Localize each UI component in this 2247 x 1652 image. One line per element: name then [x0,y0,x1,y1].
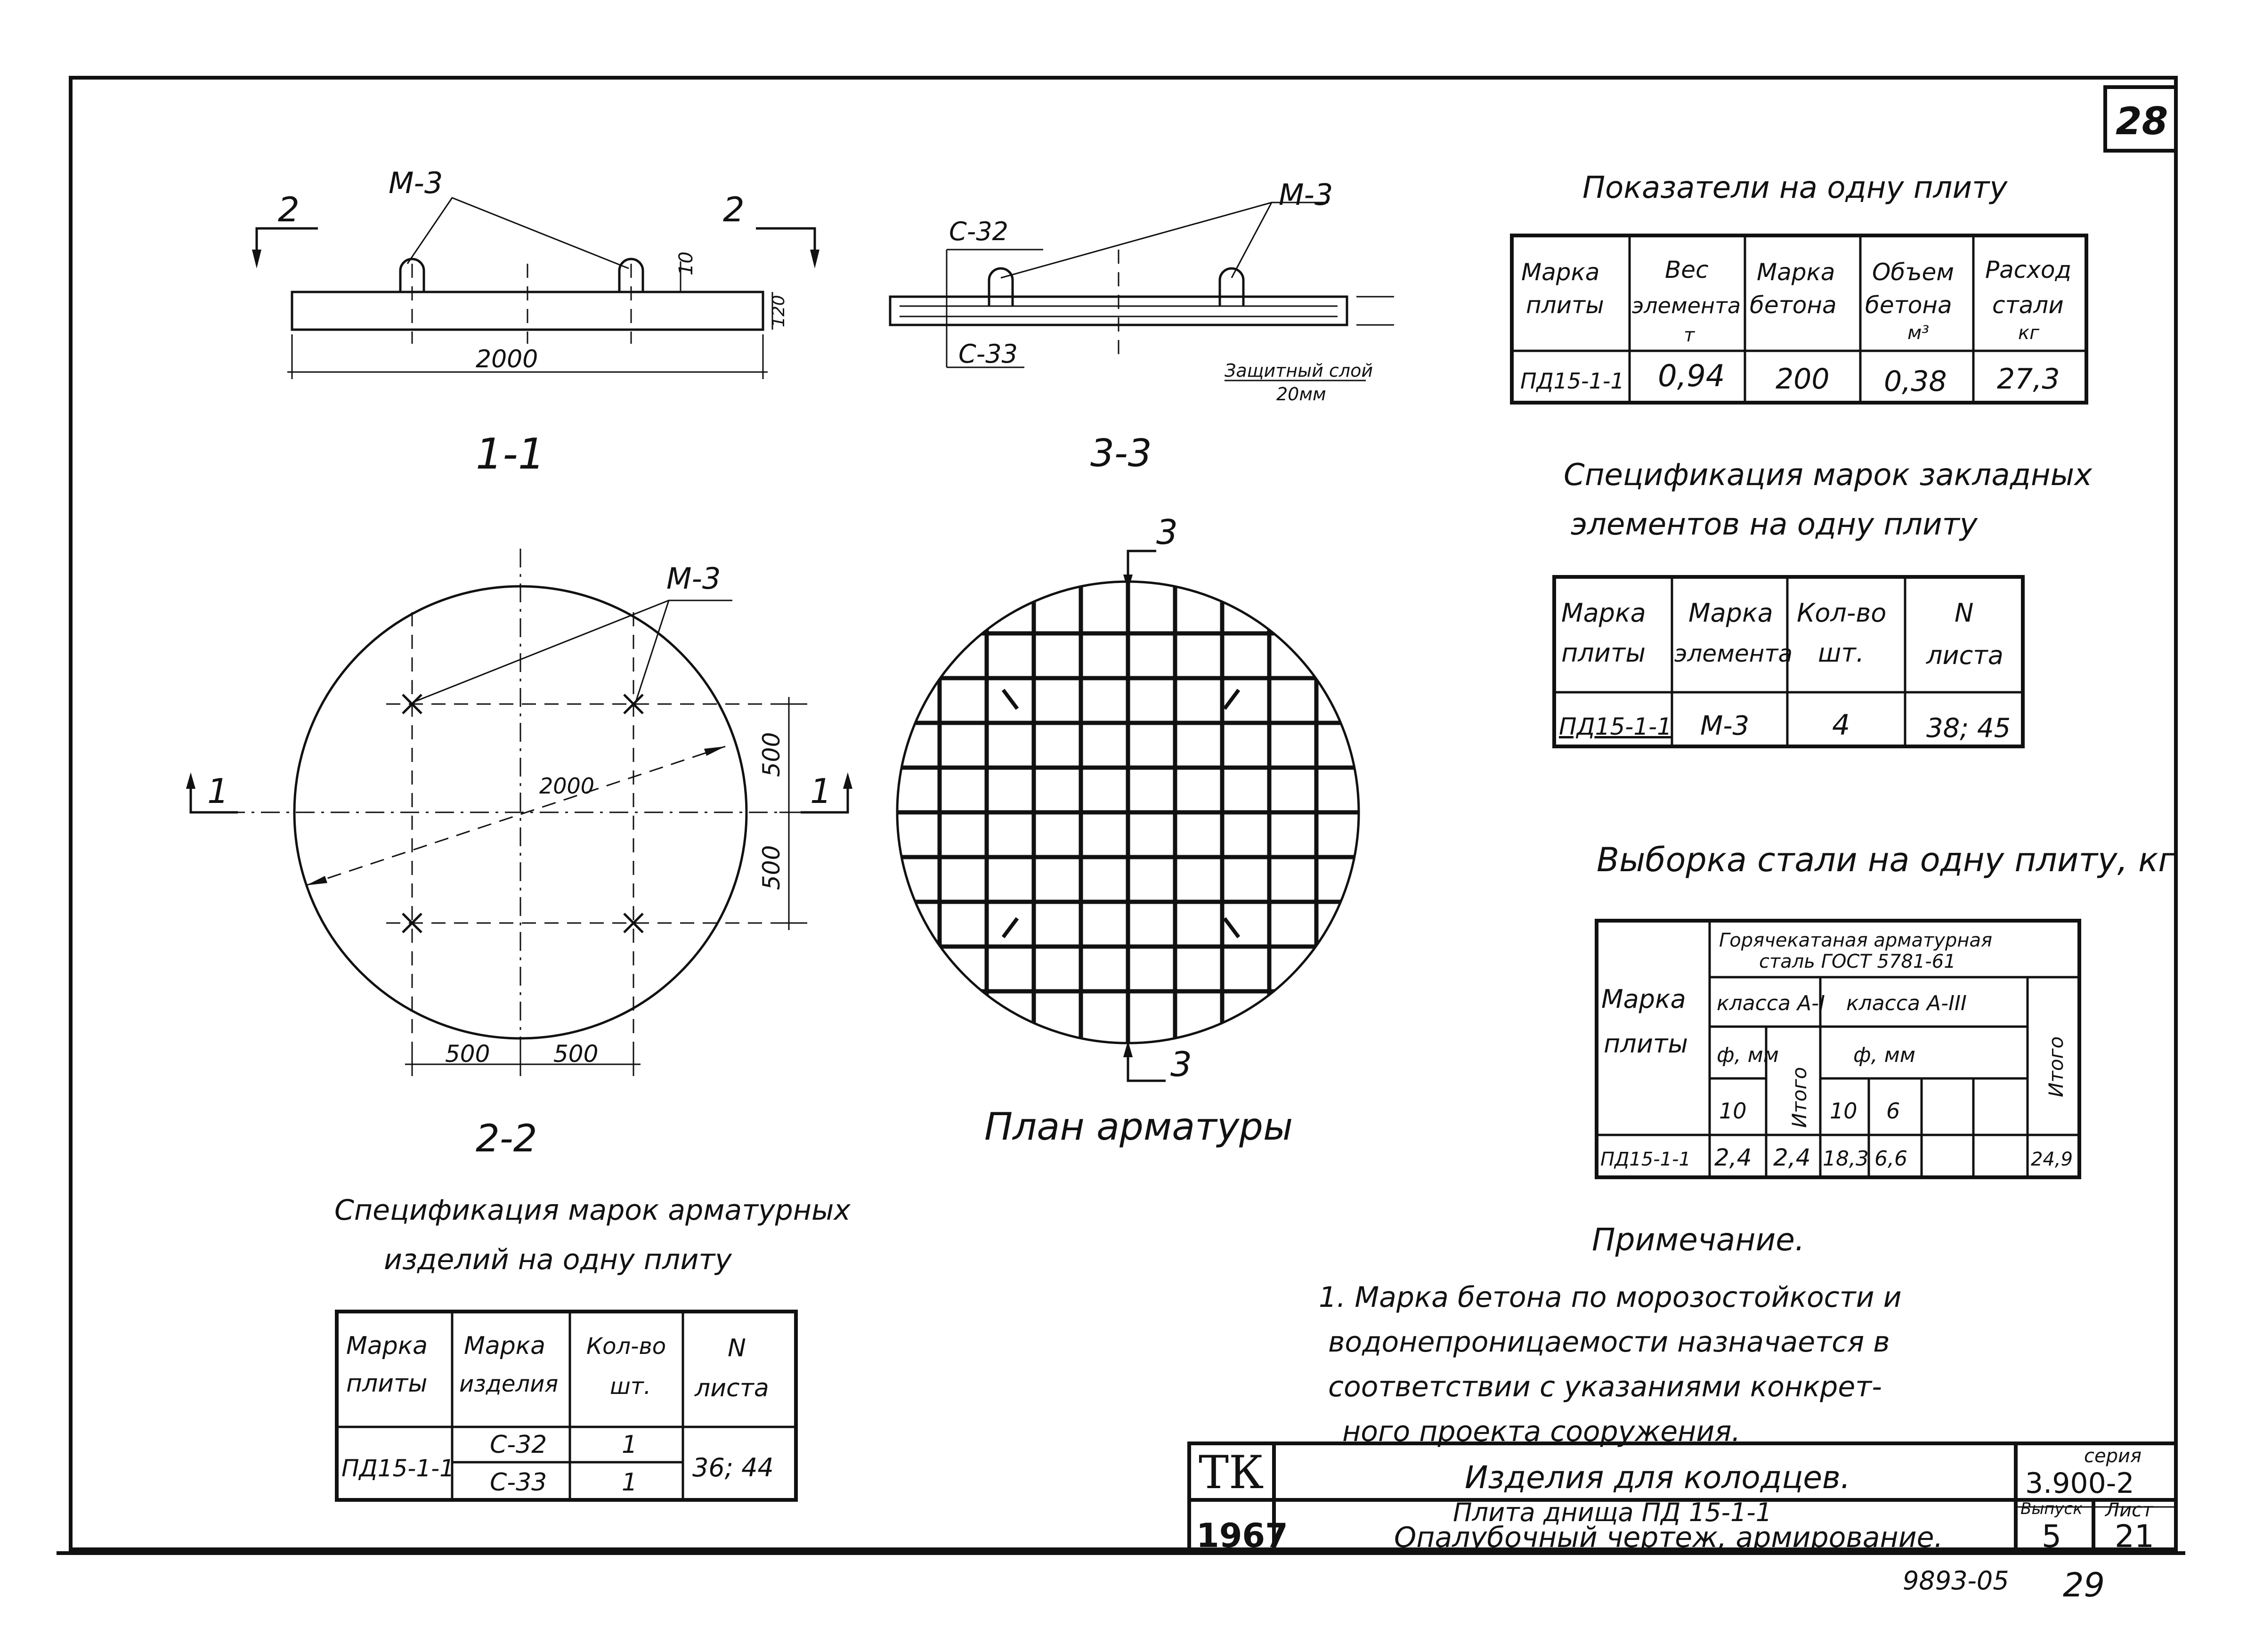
indicators-cell-volume: 0,38 [1884,365,1947,398]
rebar-spec-header-sheet-1: N [728,1334,746,1362]
indicators-header-marka-1: Марка [1521,259,1600,286]
plan-2-2-caption: 2-2 [476,1117,537,1160]
section-3-3-cover-note-1: Защитный слой [1225,360,1373,381]
rebar-spec-header-count-2: шт. [610,1373,651,1400]
steel-sample-cell-a3-6: 6,6 [1874,1147,1907,1171]
embedded-spec-header-marka-2: плиты [1561,638,1646,668]
rebar-spec-header-marka-1: Марка [346,1332,428,1360]
steel-sample-cell-a3-10: 18,3 [1823,1147,1869,1171]
steel-sample-cell-a1-total: 2,4 [1773,1144,1811,1171]
section-1-1-height-dim: 120 [769,295,788,327]
title-block-issue: 5 [2042,1518,2061,1555]
indicators-header-weight-3: т [1684,324,1695,346]
embedded-spec-cell-marka: ПД15-1-1 [1559,713,1672,740]
section-1-1-cut-mark-right: 2 [723,190,745,229]
plan-2-2-dim-h2: 500 [553,1040,599,1068]
title-block-series: 3.900-2 [2025,1467,2134,1500]
indicators-cell-marka: ПД15-1-1 [1520,368,1624,394]
steel-sample-phi-2: ф, мм [1853,1043,1915,1067]
note-line-4: ного проекта сооружения. [1342,1415,1741,1448]
plan-reinforcement-cut-mark-bottom: 3 [1170,1045,1192,1084]
embedded-spec-cell-element: М-3 [1700,711,1750,741]
indicators-header-marka-2: плиты [1526,292,1604,319]
rebar-spec-title-1: Спецификация марок арматурных [334,1194,851,1227]
embedded-spec-title-2: элементов на одну плиту [1571,507,1978,542]
steel-sample-header-group-1: Горячекатаная арматурная [1719,930,1993,951]
footer-page: 29 [2063,1566,2105,1604]
plan-2-2 [186,549,852,1076]
indicators-title: Показатели на одну плиту [1582,170,2008,205]
steel-sample-header-marka-1: Марка [1601,984,1686,1014]
title-block-sheet-label: Лист [2105,1499,2153,1521]
indicators-cell-steel: 27,3 [1997,363,2060,396]
indicators-header-steel-3: кг [2018,322,2040,344]
rebar-spec-cell-sheets: 36; 44 [692,1453,774,1482]
plan-reinforcement-caption: План арматуры [984,1105,1293,1149]
steel-sample-itogo-1: Итого [1788,1067,1811,1128]
plan-2-2-diameter-dim: 2000 [539,773,595,799]
embedded-spec-header-marka-1: Марка [1561,598,1646,628]
plan-reinforcement-cut-mark-top: 3 [1156,512,1178,552]
rebar-spec-item-1-mark: С-32 [490,1431,547,1459]
rebar-spec-item-2-count: 1 [622,1468,638,1497]
indicators-header-concrete-1: Марка [1757,259,1835,286]
plan-2-2-dim-v2: 500 [758,845,785,890]
steel-sample-d2: 10 [1830,1098,1858,1124]
plan-2-2-leader-label: М-3 [666,561,721,596]
embedded-spec-header-count-1: Кол-во [1797,598,1887,628]
embedded-spec-cell-count: 4 [1832,709,1850,742]
embedded-spec-header-sheet-2: листа [1926,640,2004,670]
rebar-spec-cell-marka: ПД15-1-1 [341,1455,454,1482]
section-1-1-length-dim: 2000 [476,345,538,373]
title-block-issue-label: Выпуск [2020,1499,2083,1518]
steel-sample-cell-total: 24,9 [2031,1149,2073,1170]
rebar-spec-header-item-2: изделия [459,1371,559,1397]
title-block-title: Изделия для колодцев. [1465,1459,1850,1496]
plan-reinforcement [885,551,1371,1081]
plan-2-2-cut-mark-left: 1 [207,771,229,811]
embedded-spec-header-count-2: шт. [1818,638,1865,668]
steel-sample-header-marka-2: плиты [1604,1029,1688,1059]
section-1-1-height-top-dim: 10 [675,251,697,275]
steel-sample-class-1: класса А-I [1717,991,1825,1015]
rebar-spec-item-2-mark: С-33 [490,1468,547,1497]
embedded-spec-header-sheet-1: N [1955,598,1974,628]
indicators-cell-weight: 0,94 [1658,359,1725,394]
title-block-subtitle-1: Плита днища ПД 15-1-1 [1453,1498,1772,1527]
section-1-1-caption: 1-1 [476,429,545,479]
steel-sample-class-3: класса А-III [1846,991,1967,1015]
embedded-spec-header-element-2: элемента [1674,640,1793,667]
rebar-spec-header-item-1: Марка [464,1332,546,1360]
indicators-header-weight-2: элемента [1632,293,1741,318]
note-line-1: 1. Марка бетона по морозостойкости и [1319,1281,1902,1314]
indicators-header-concrete-2: бетона [1750,292,1837,319]
section-3-3-leader-c33: С-33 [958,339,1018,369]
title-block-subtitle-2: Опалубочный чертеж, армирование. [1394,1521,1943,1554]
steel-sample-phi-1: ф, мм [1717,1043,1779,1067]
steel-sample-title: Выборка стали на одну плиту, кг [1597,841,2176,879]
section-1-1-leader-label: М-3 [389,166,443,200]
sheet-number: 28 [2116,99,2168,143]
note-line-2: водонепроницаемости назначается в [1328,1326,1890,1359]
section-3-3-leader-c32: С-32 [949,217,1008,246]
steel-sample-d1: 10 [1719,1098,1747,1124]
section-3-3-cover-note-2: 20мм [1276,384,1326,405]
indicators-header-volume-1: Объем [1872,259,1954,286]
steel-sample-header-group-2: сталь ГОСТ 5781-61 [1759,951,1956,972]
steel-sample-cell-marka: ПД15-1-1 [1600,1149,1691,1170]
indicators-header-steel-2: стали [1992,292,2064,319]
footer-code: 9893-05 [1903,1566,2009,1595]
steel-sample-cell-a1-10: 2,4 [1714,1144,1752,1171]
plan-2-2-dim-v1: 500 [758,732,785,777]
section-3-3-caption: 3-3 [1090,431,1152,475]
embedded-spec-cell-sheets: 38; 45 [1926,713,2011,744]
plan-2-2-dim-h1: 500 [445,1040,490,1068]
embedded-spec-header-element-1: Марка [1688,598,1773,628]
title-block-sheet: 21 [2115,1518,2154,1555]
indicators-header-volume-2: бетона [1865,292,1952,319]
plan-2-2-cut-mark-right: 1 [810,771,832,811]
note-line-3: соответствии с указаниями конкрет- [1328,1370,1882,1403]
rebar-spec-item-1-count: 1 [622,1431,638,1459]
indicators-header-steel-1: Расход [1985,256,2072,283]
indicators-header-weight-1: Вес [1665,256,1709,283]
section-3-3-leader-m3: М-3 [1279,178,1333,212]
rebar-spec-header-count-1: Кол-во [586,1333,666,1360]
rebar-spec-title-2: изделий на одну плиту [384,1243,732,1276]
section-1-1-cut-mark-left: 2 [278,190,300,229]
title-block-org: ТК [1199,1446,1264,1499]
title-block-series-label: серия [2084,1445,2142,1467]
embedded-spec-title-1: Спецификация марок закладных [1564,458,2093,493]
indicators-cell-concrete: 200 [1776,363,1830,396]
note-title: Примечание. [1592,1222,1805,1258]
rebar-spec-header-marka-2: плиты [346,1369,428,1398]
title-block-year: 1967 [1196,1516,1288,1555]
rebar-spec-header-sheet-2: листа [695,1374,769,1402]
steel-sample-d3: 6 [1886,1098,1900,1124]
indicators-header-volume-3: м³ [1907,322,1930,344]
steel-sample-itogo-2: Итого [2044,1036,2068,1097]
